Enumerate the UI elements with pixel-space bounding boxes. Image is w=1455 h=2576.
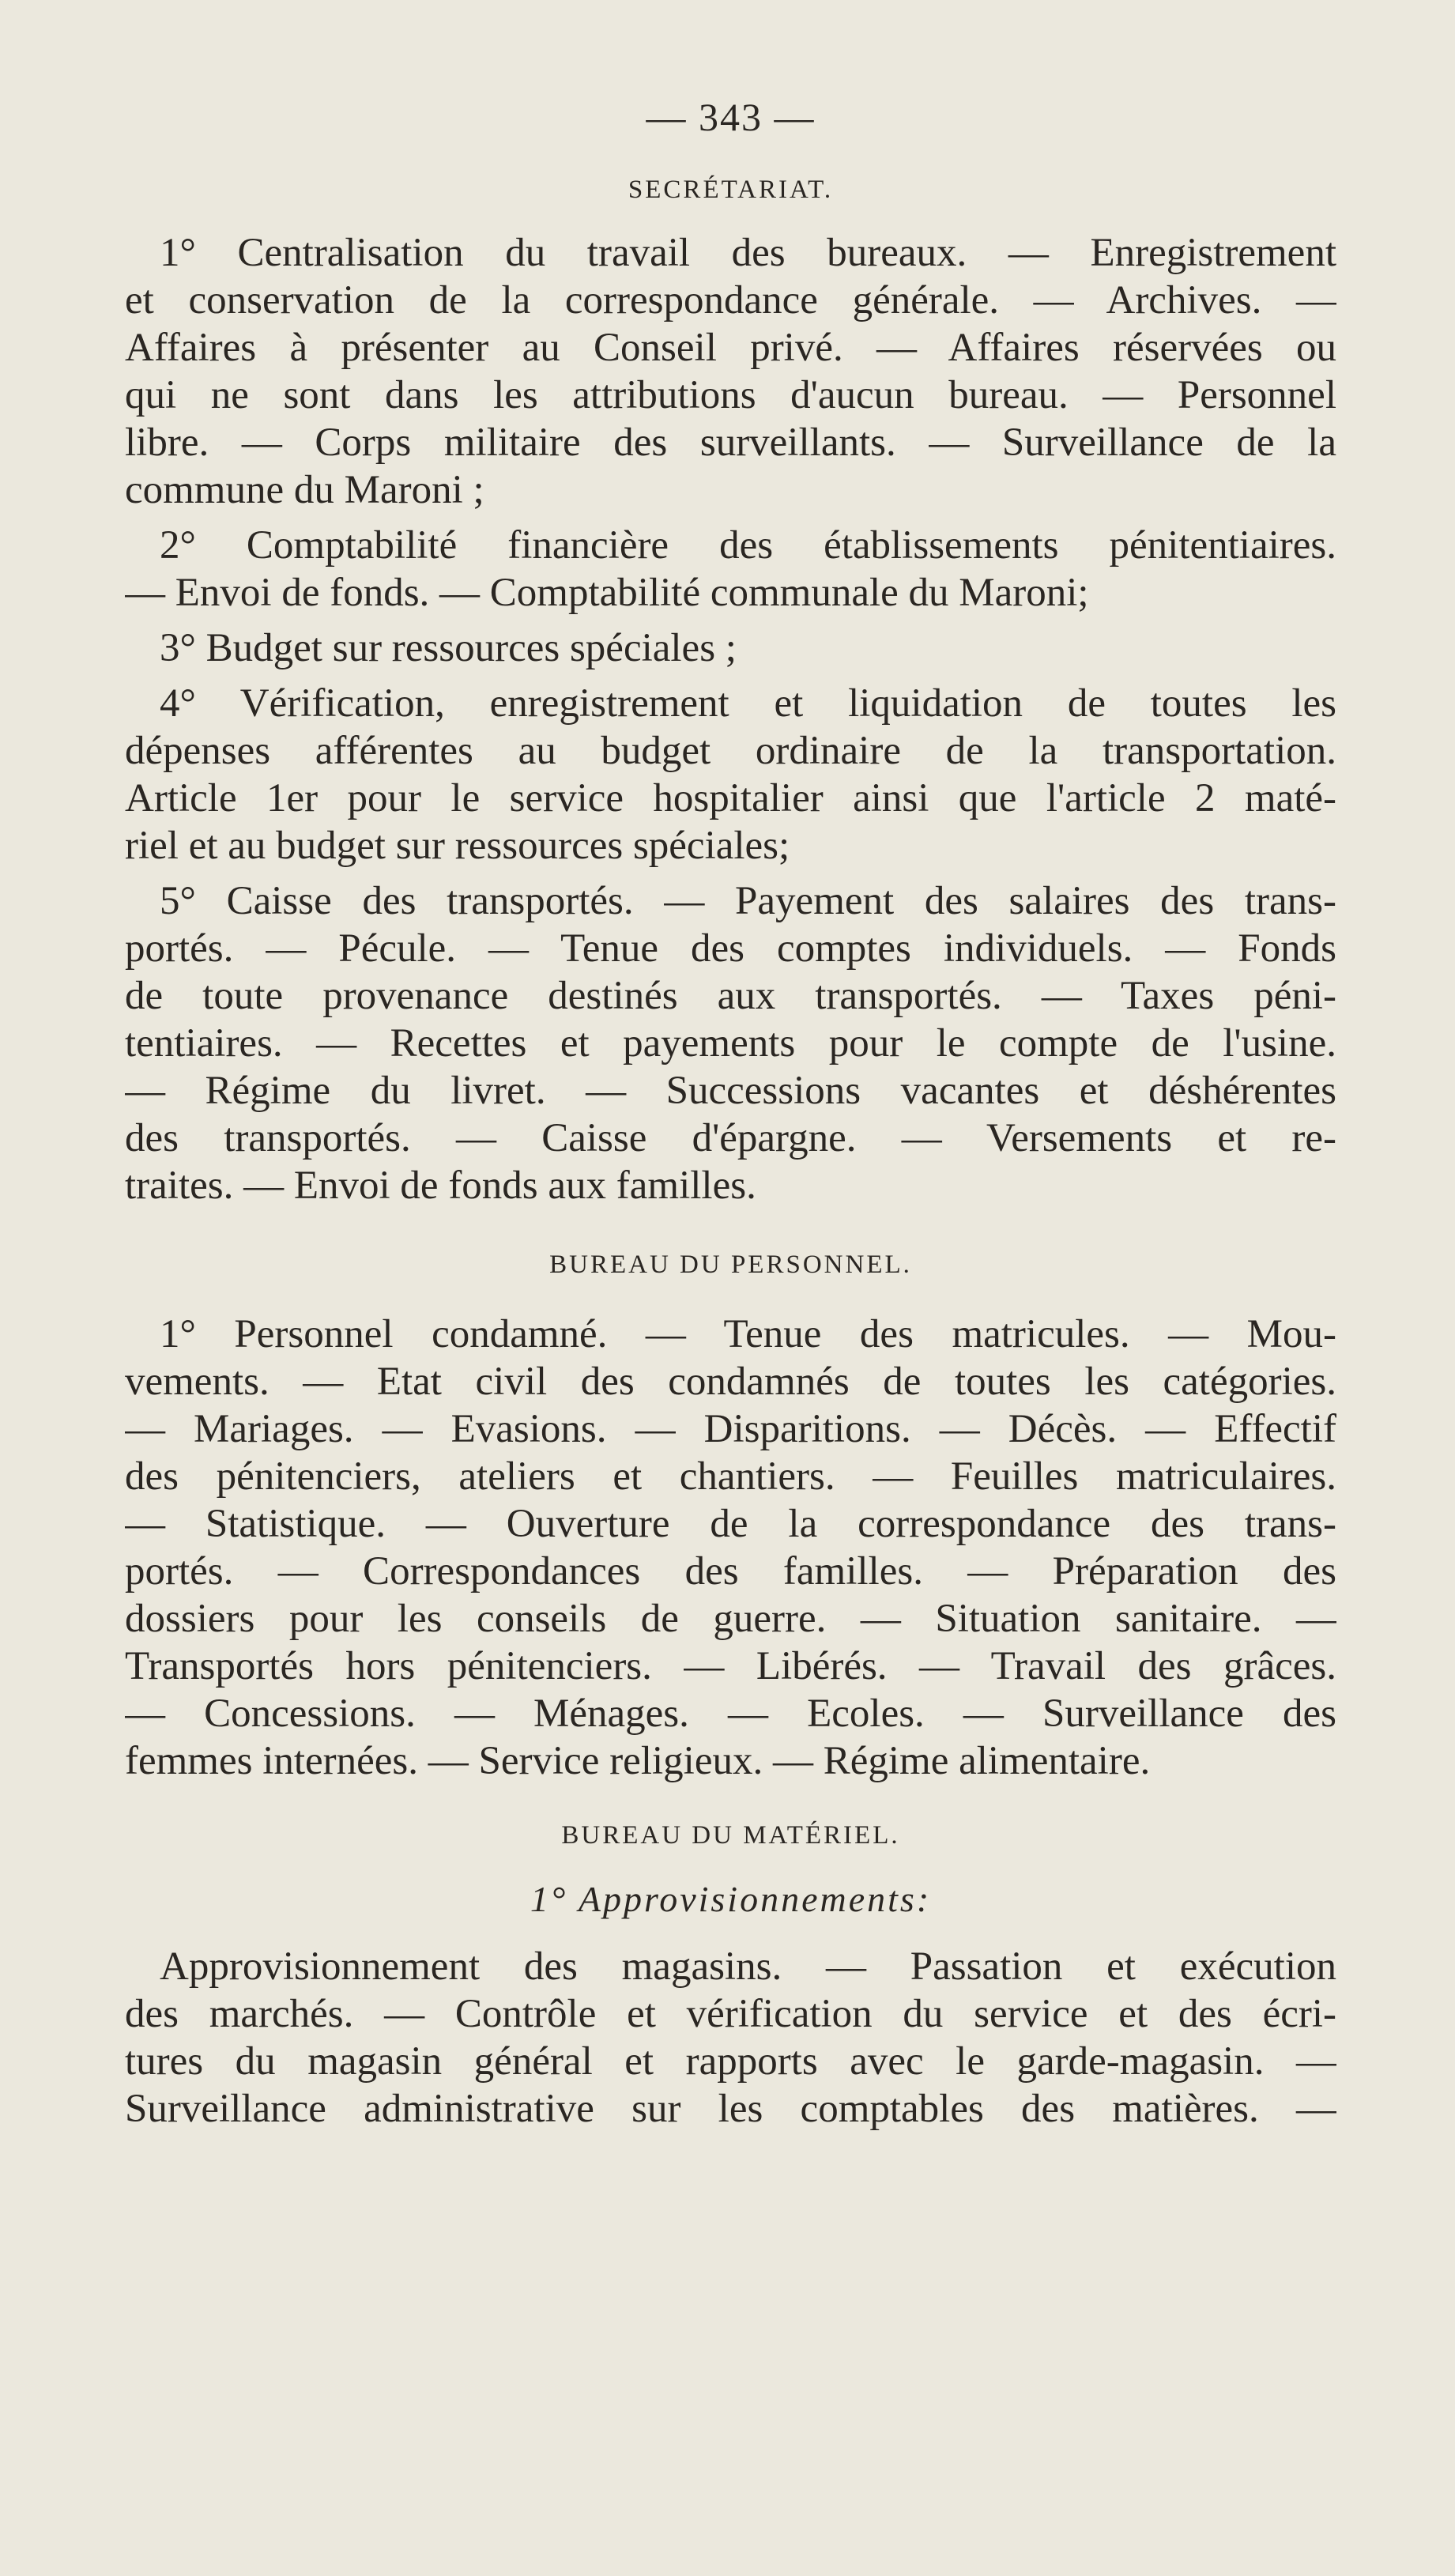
paragraph: [125, 877, 1336, 1209]
paragraph: [125, 680, 1336, 869]
text-line: de toute provenance destinés aux transportés. — Taxes péni-: [125, 974, 1336, 1018]
text-line: 1° Centralisation du travail des bureaux. — Enregistrement: [160, 231, 1336, 275]
text-line: — Régime du livret. — Successions vacantes et déshérentes: [125, 1069, 1336, 1113]
text-line: des marchés. — Contrôle et vérification du service et des écri-: [125, 1992, 1336, 2036]
text-line: Approvisionnement des magasins. — Passation et exécution: [160, 1944, 1336, 1989]
section-title-bureau-materiel: BUREAU DU MATÉRIEL.: [561, 1821, 900, 1850]
text-line: — Mariages. — Evasions. — Disparitions. — Décès. — Effectif: [125, 1407, 1336, 1451]
text-line: Transportés hors pénitenciers. — Libérés. — Travail des grâces.: [125, 1644, 1336, 1688]
paragraph: [125, 624, 1336, 672]
text-line: — Envoi de fonds. — Comptabilité communale du Maroni;: [125, 571, 1089, 615]
paragraph: [125, 1943, 1336, 2133]
text-line: 3° Budget sur ressources spéciales ;: [160, 626, 737, 670]
text-line: riel et au budget sur ressources spéciales;: [125, 824, 790, 868]
text-line: tentiaires. — Recettes et payements pour le compte de l'usine.: [125, 1021, 1336, 1065]
text-line: 4° Vérification, enregistrement et liquidation de toutes les: [160, 681, 1336, 726]
text-line: Surveillance administrative sur les comptables des matières. —: [125, 2087, 1336, 2131]
section-bureau-personnel: [125, 1311, 1336, 1785]
text-line: portés. — Correspondances des familles. — Préparation des: [125, 1549, 1336, 1593]
text-line: tures du magasin général et rapports avec le garde-magasin. —: [125, 2039, 1336, 2084]
paragraph: [125, 1311, 1336, 1785]
text-line: — Statistique. — Ouverture de la correspondance des trans-: [125, 1502, 1336, 1546]
text-line: Affaires à présenter au Conseil privé. — Affaires réservées ou: [125, 326, 1336, 370]
section-secretariat: [125, 229, 1336, 1209]
section-bureau-materiel: [125, 1943, 1336, 2133]
text-line: — Concessions. — Ménages. — Ecoles. — Surveillance des: [125, 1692, 1336, 1736]
paragraph: [125, 522, 1336, 617]
text-line: femmes internées. — Service religieux. — Régime alimentaire.: [125, 1739, 1151, 1783]
text-line: des transportés. — Caisse d'épargne. — Versements et re-: [125, 1116, 1336, 1160]
text-line: portés. — Pécule. — Tenue des comptes individuels. — Fonds: [125, 926, 1336, 971]
text-line: dossiers pour les conseils de guerre. — Situation sanitaire. —: [125, 1597, 1336, 1641]
text-line: 5° Caisse des transportés. — Payement des salaires des trans-: [160, 879, 1336, 923]
text-line: commune du Maroni ;: [125, 468, 484, 512]
section-title-secretariat: SECRÉTARIAT.: [628, 175, 834, 204]
text-line: vements. — Etat civil des condamnés de toutes les catégories.: [125, 1360, 1336, 1404]
text-line: des pénitenciers, ateliers et chantiers. — Feuilles matriculaires.: [125, 1454, 1336, 1499]
text-line: et conservation de la correspondance générale. — Archives. —: [125, 278, 1336, 322]
text-line: traites. — Envoi de fonds aux familles.: [125, 1164, 756, 1208]
subsection-title: 1° Approvisionnements:: [530, 1879, 932, 1919]
text-line: Article 1er pour le service hospitalier ainsi que l'article 2 maté-: [125, 776, 1336, 820]
text-line: 2° Comptabilité financière des établissements pénitentiaires.: [160, 523, 1336, 568]
page-number: — 343 —: [646, 95, 816, 139]
text-line: libre. — Corps militaire des surveillants. — Surveillance de la: [125, 421, 1336, 465]
text-line: 1° Personnel condamné. — Tenue des matricules. — Mou-: [160, 1312, 1336, 1356]
text-line: qui ne sont dans les attributions d'aucun bureau. — Personnel: [125, 373, 1336, 417]
paragraph: [125, 229, 1336, 514]
text-line: dépenses afférentes au budget ordinaire de la transportation.: [125, 729, 1336, 773]
section-title-bureau-personnel: BUREAU DU PERSONNEL.: [549, 1250, 912, 1279]
